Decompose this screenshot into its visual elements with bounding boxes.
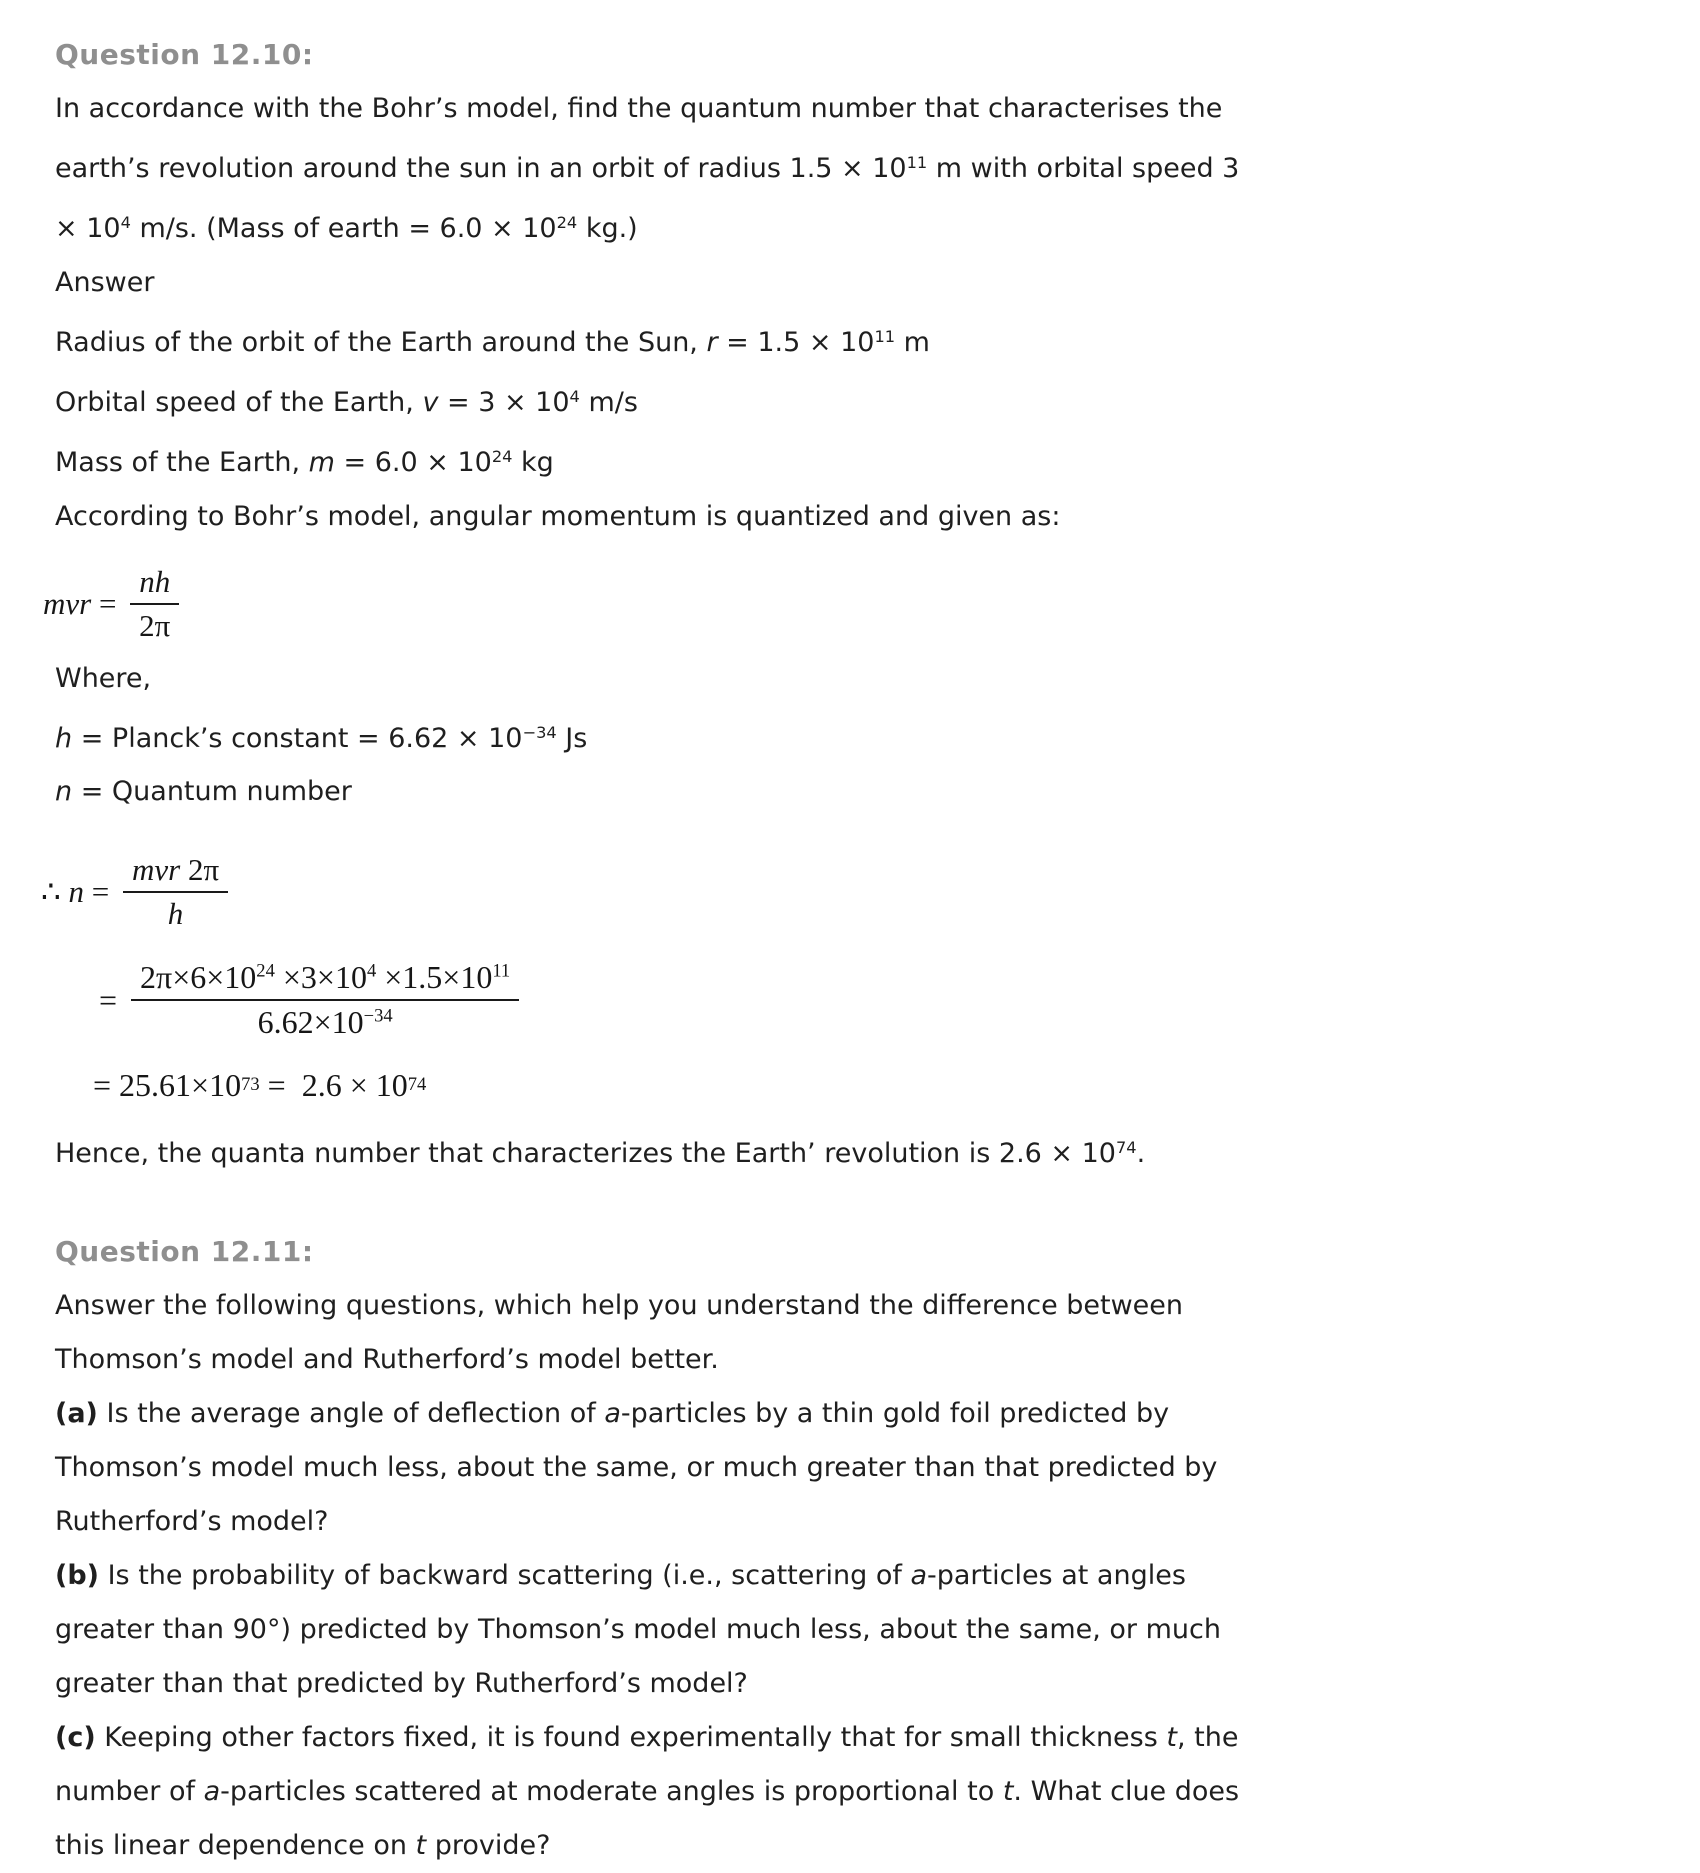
question-12-10-heading: Question 12.10: (55, 38, 314, 71)
fraction-denominator: h (167, 896, 184, 932)
given-data-line: Radius of the orbit of the Earth around the Sun, $r = 1.5 \times 10^{11}$ m (55, 326, 930, 358)
given-data-line: Mass of the Earth, $m = 6.0 \times 10^{24}$ kg (55, 446, 554, 478)
fraction-numerator: nh (130, 564, 179, 605)
question-part-a-line: Thomson’s model much less, about the same, or much greater than that predicted by (55, 1452, 1218, 1484)
question-part-c-line: number of a-particles scattered at moderate angles is proportional to t. What clue does (55, 1776, 1240, 1808)
answer-label: Answer (55, 266, 155, 298)
fraction-denominator: 2π (139, 607, 171, 643)
question-text-line: Answer the following questions, which help you understand the difference between (55, 1290, 1184, 1322)
question-part-c-line: this linear dependence on t provide? (55, 1830, 551, 1862)
given-data-line: According to Bohr’s model, angular momentum is quantized and given as: (55, 500, 1061, 532)
question-text-line: Thomson’s model and Rutherford’s model better. (55, 1344, 719, 1376)
fraction (130, 564, 179, 644)
formula-result-row: = 25.61×10 73 = 2.6 × 10 74 (93, 1066, 427, 1103)
given-data-line: Orbital speed of the Earth, $v = 3 \times 10^4$ m/s (55, 386, 638, 418)
where-line: n = Quantum number (55, 776, 352, 808)
question-part-a-line: (a) Is the average angle of deflection of a-particles by a thin gold foil predicted by (55, 1398, 1170, 1430)
question-part-b-line: greater than that predicted by Rutherford’s model? (55, 1668, 748, 1700)
formula-lhs: = (99, 981, 126, 1018)
formula-angular-momentum (43, 556, 1660, 652)
question-part-b-line: (b) Is the probability of backward scattering (i.e., scattering of a-particles at angles (55, 1560, 1186, 1592)
formula-lhs: mvr = (43, 585, 125, 621)
where-line: Where, (55, 662, 152, 694)
fraction-numerator: $2\pi\times 6\times 10^{24} \times 3\times 10^4 \times 1.5\times 10^{11}$ (131, 959, 519, 1001)
formula-lhs: ∴ n = (41, 874, 117, 910)
where-line: h = Planck’s constant = $6.62 \times 10^{-34}$ Js (55, 722, 588, 754)
fraction (123, 852, 228, 932)
formula-row (99, 943, 1660, 1057)
fraction-denominator: $6.62\times 10^{-34}$ (257, 1004, 393, 1041)
question-part-a-line: Rutherford’s model? (55, 1506, 329, 1538)
fraction (131, 959, 519, 1041)
question-12-11-heading: Question 12.11: (55, 1235, 314, 1269)
question-text-line: × $10^4$ m/s. (Mass of earth = $6.0 \times 10^{24}$ kg.) (55, 212, 638, 244)
formula-row (41, 841, 1660, 943)
conclusion-line: Hence, the quanta number that characterizes the Earth’ revolution is $2.6 \times 10^{74}$. (55, 1138, 1146, 1170)
question-text-line: In accordance with the Bohr’s model, find the quantum number that characterises the (55, 93, 1223, 124)
question-part-b-line: greater than 90°) predicted by Thomson’s model much less, about the same, or much (55, 1614, 1221, 1646)
fraction-numerator: mvr 2π (123, 852, 228, 893)
question-part-c-line: (c) Keeping other factors fixed, it is found experimentally that for small thickness t, the (55, 1722, 1239, 1754)
formula-quantum-number (41, 841, 1660, 1113)
question-text-line: earth’s revolution around the sun in an orbit of radius $1.5 \times 10^{11}$ m with orbital speed 3 (55, 152, 1240, 184)
